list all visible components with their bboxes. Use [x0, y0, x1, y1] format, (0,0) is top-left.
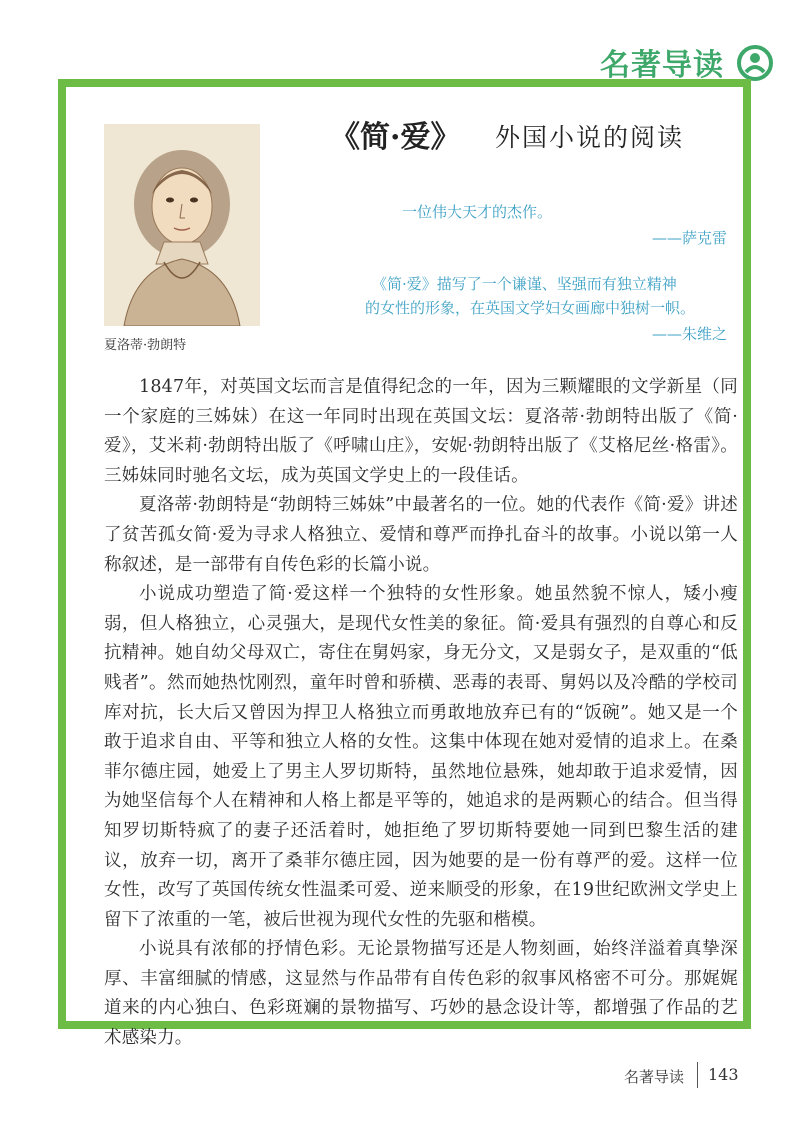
- reading-badge-icon: [736, 44, 774, 82]
- epigraph-line: 的女性的形象，在英国文学妇女画廊中独树一帜。: [365, 299, 696, 317]
- page-number: 143: [708, 1065, 739, 1084]
- epigraph-author: ——萨克雷: [652, 229, 728, 247]
- epigraph-line: 一位伟大天才的杰作。: [402, 203, 553, 221]
- body-paragraph: 夏洛蒂·勃朗特是“勃朗特三姊妹”中最著名的一位。她的代表作《简·爱》讲述了贫苦孤女简·爱为寻求人格独立、爱情和尊严而挣扎奋斗的故事。小说以第一人称叙述，是一部带有自传色彩的长篇小说。: [104, 495, 738, 575]
- epigraph-author: ——朱维之: [652, 325, 728, 343]
- footer-divider: [697, 1062, 698, 1088]
- body-paragraph: 1847年，对英国文坛而言是值得纪念的一年，因为三颗耀眼的文学新星（同一个家庭的三姊妹）在这一年同时出现在英国文坛：夏洛蒂·勃朗特出版了《简·爱》，艾米莉·勃朗特出版了《呼啸山庄》，安妮·勃朗特出版了《艾格尼丝·格雷》。三姊妹同时驰名文坛，成为英国文学史上的一段佳话。: [104, 377, 738, 486]
- body-paragraph: 小说具有浓郁的抒情色彩。无论景物描写还是人物刻画，始终洋溢着真挚深厚、丰富细腻的情感，这显然与作品带有自传色彩的叙事风格密不可分。那娓娓道来的内心独白、色彩斑斓的景物描写、巧妙的悬念设计等，都增强了作品的艺术感染力。: [104, 939, 738, 1049]
- article-body: [104, 373, 738, 1054]
- page-title: 《简·爱》: [330, 120, 461, 155]
- page-subtitle: 外国小说的阅读: [495, 123, 685, 152]
- author-portrait: [104, 124, 260, 326]
- body-paragraph: 小说成功塑造了简·爱这样一个独特的女性形象。她虽然貌不惊人，矮小瘦弱，但人格独立，心灵强大，是现代女性美的象征。简·爱具有强烈的自尊心和反抗精神。她自幼父母双亡，寄住在舅妈家，身无分文，又是弱女子，是双重的“低贱者”。然而她热忱刚烈，童年时曾和骄横、恶毒的表哥、舅妈以及冷酷的学校司库对抗，长大后又曾因为捍卫人格独立而勇敢地放弃已有的“饭碗”。她又是一个敢于追求自由、平等和独立人格的女性。这集中体现在她对爱情的追求上。在桑菲尔德庄园，她爱上了男主人罗切斯特，虽然地位悬殊，她却敢于追求爱情，因为她坚信每个人在精神和人格上都是平等的，她追求的是两颗心的结合。但当得知罗切斯特疯了的妻子还活着时，她拒绝了罗切斯特要她一同到巴黎生活的建议，放弃一切，离开了桑菲尔德庄园，因为她要的是一份有尊严的爱。这样一位女性，改写了英国传统女性温柔可爱、逆来顺受的形象，在19世纪欧洲文学史上留下了浓重的一笔，被后世视为现代女性的先驱和楷模。: [104, 584, 738, 930]
- footer-section-label: 名著导读: [624, 1068, 685, 1086]
- portrait-caption: 夏洛蒂·勃朗特: [104, 338, 187, 353]
- epigraph-line: 《简·爱》描写了一个谦谨、坚强而有独立精神: [372, 275, 677, 293]
- section-label: 名著导读: [600, 48, 724, 83]
